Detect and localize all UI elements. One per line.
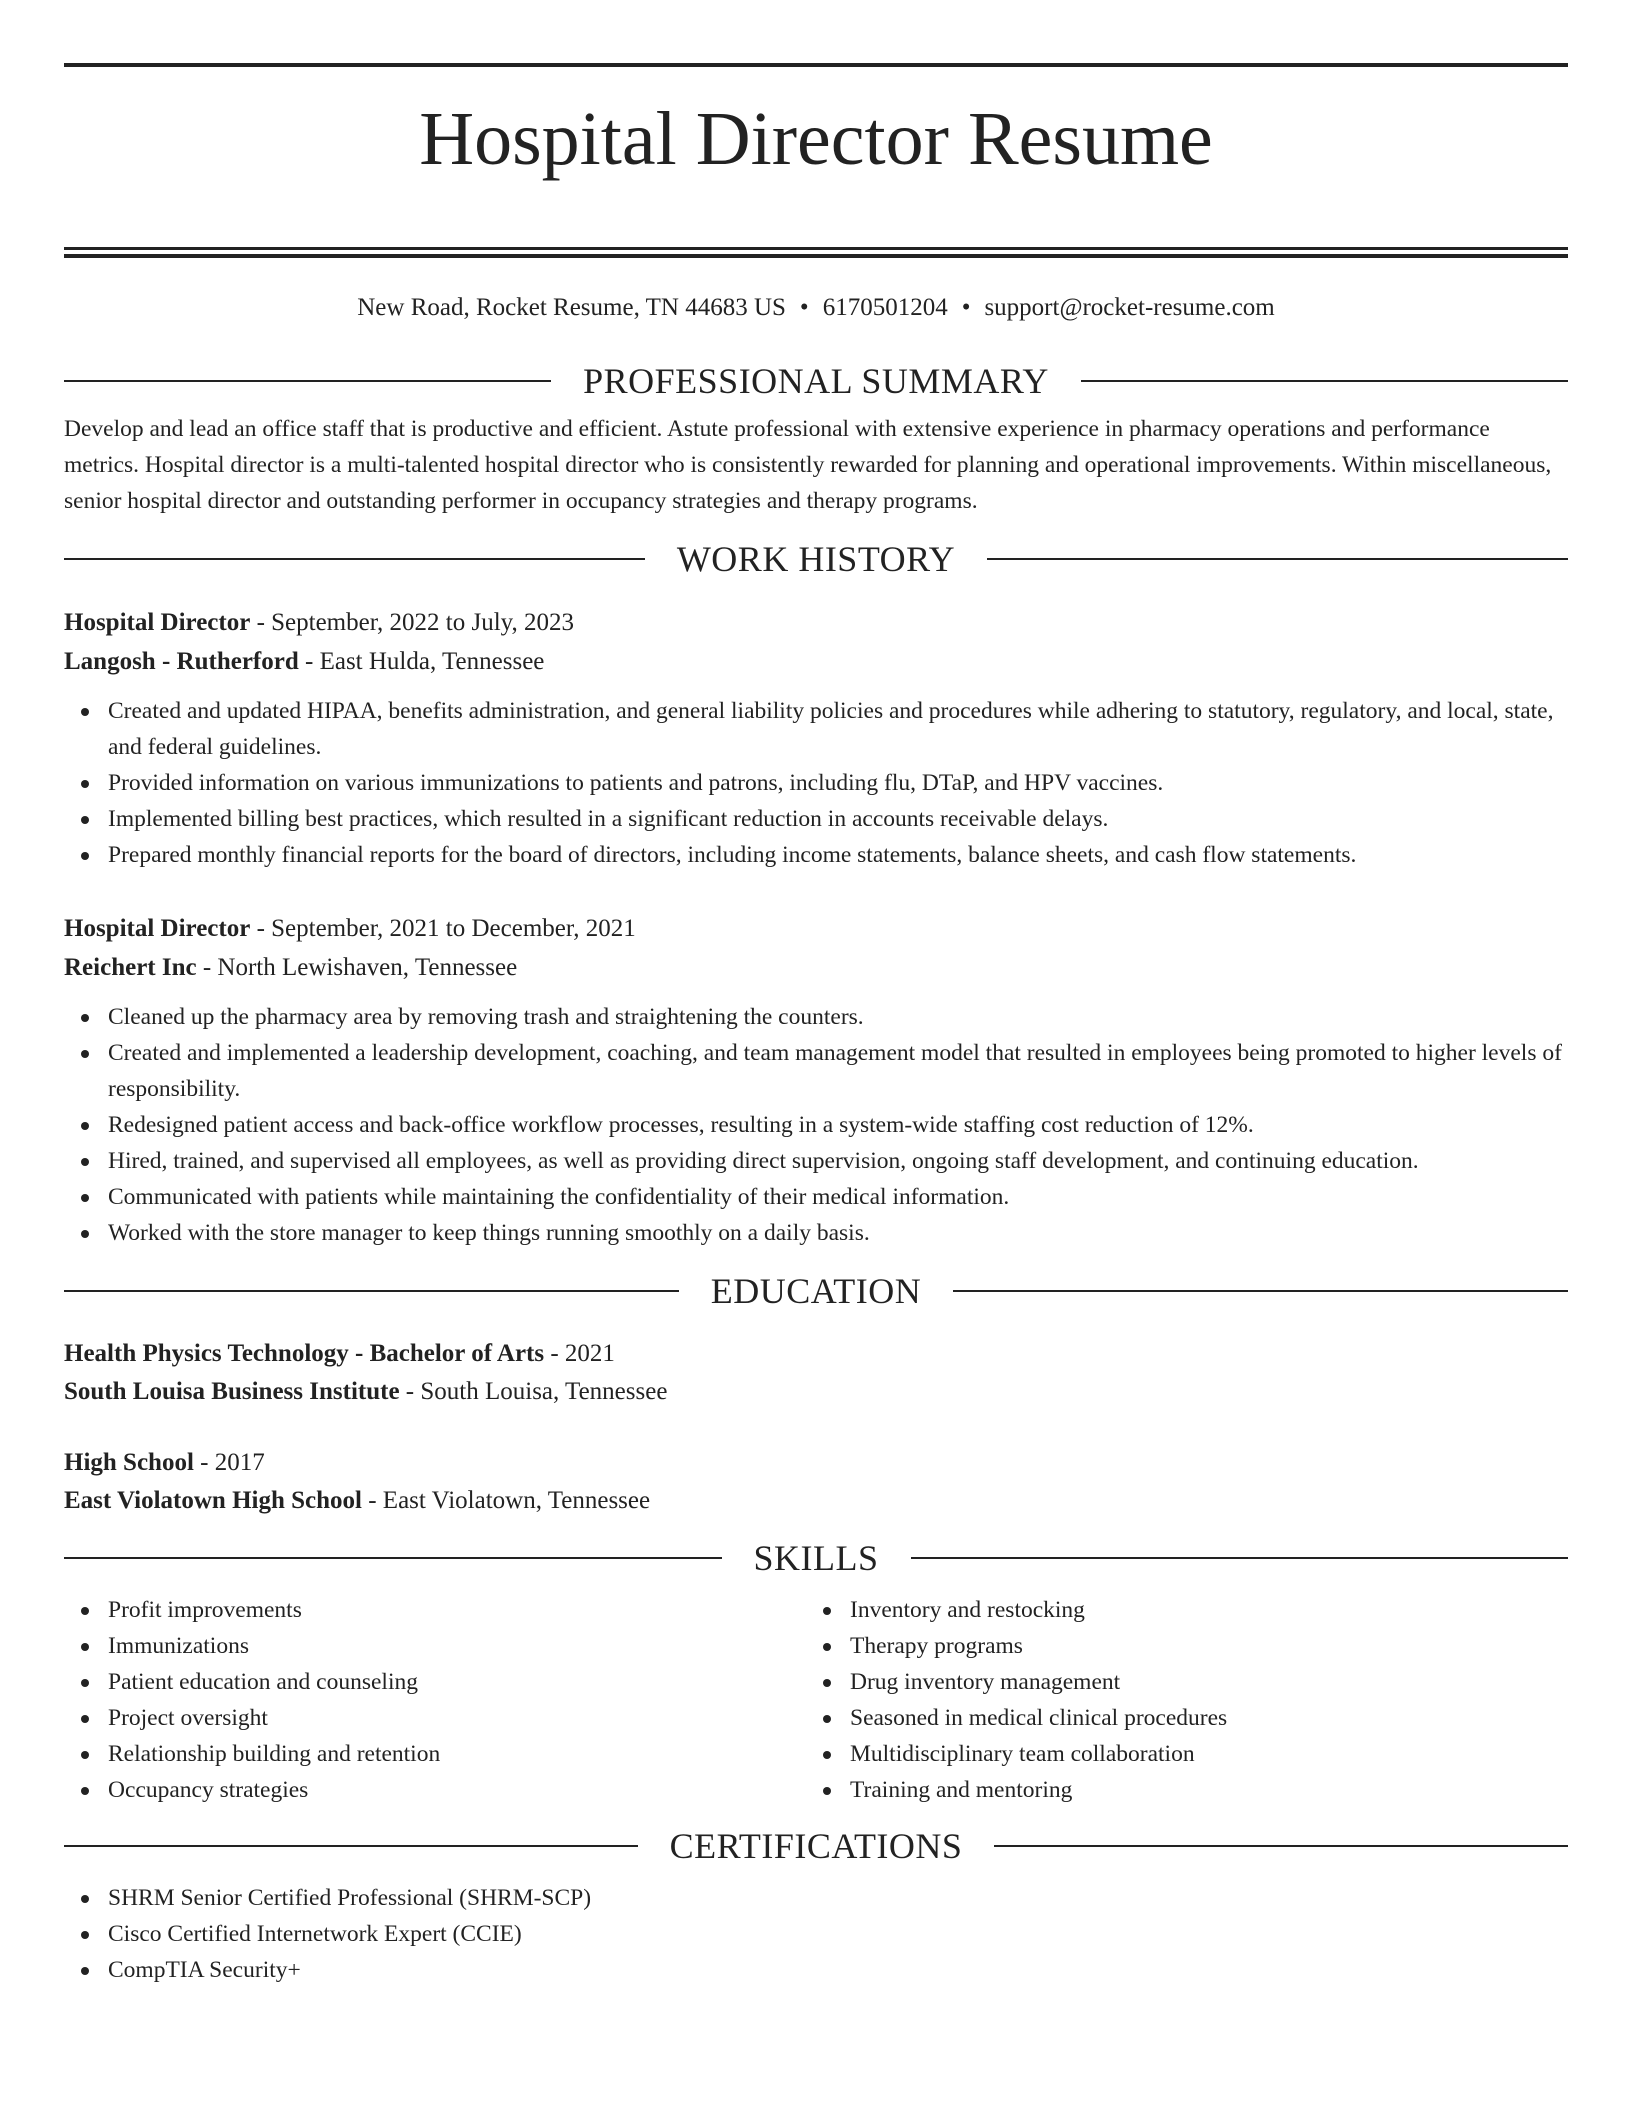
contact-phone: 6170501204: [822, 294, 948, 321]
job-location: - East Hulda, Tennessee: [298, 648, 545, 675]
job-bullet: Created and implemented a leadership development, coaching, and team management model that resulted in employees being promoted to higher levels of responsibility.: [64, 1035, 1568, 1107]
skill-item: Training and mentoring: [806, 1772, 1548, 1808]
job-title-line: [64, 909, 1568, 948]
section-header-certifications: [64, 1824, 1568, 1868]
section-rule-right: [994, 1845, 1568, 1847]
section-header-education: [64, 1269, 1568, 1313]
job-entry: [64, 603, 1568, 873]
education-school: East Violatown High School: [64, 1487, 362, 1514]
job-bullet: Implemented billing best practices, which resulted in a significant reduction in accounts receivable delays.: [64, 801, 1568, 837]
skill-item: Profit improvements: [64, 1592, 806, 1628]
section-header-work: [64, 537, 1568, 581]
contact-email[interactable]: support@rocket-resume.com: [984, 294, 1275, 321]
education-school-line: [64, 1373, 1568, 1411]
skill-item: Relationship building and retention: [64, 1736, 806, 1772]
job-bullet: Redesigned patient access and back-office workflow processes, resulting in a system-wide staffing cost reduction of 12%.: [64, 1107, 1568, 1143]
section-rule-right: [1081, 380, 1568, 382]
section-title-certifications: CERTIFICATIONS: [669, 1826, 963, 1866]
job-employer-line: [64, 948, 1568, 987]
section-header-skills: [64, 1536, 1568, 1580]
skill-item: Drug inventory management: [806, 1664, 1548, 1700]
job-title: Hospital Director: [64, 609, 251, 636]
job-bullets: [64, 999, 1568, 1251]
skill-item: Therapy programs: [806, 1628, 1548, 1664]
job-bullet: Provided information on various immunizations to patients and patrons, including flu, DTaP, and HPV vaccines.: [64, 765, 1568, 801]
job-location: - North Lewishaven, Tennessee: [196, 954, 518, 981]
section-rule-right: [953, 1290, 1568, 1292]
job-bullet: Communicated with patients while maintaining the confidentiality of their medical information.: [64, 1179, 1568, 1215]
job-bullet: Prepared monthly financial reports for the board of directors, including income statements, balance sheets, and cash flow statements.: [64, 837, 1568, 873]
education-degree: High School: [64, 1449, 194, 1476]
job-bullet: Cleaned up the pharmacy area by removing trash and straightening the counters.: [64, 999, 1568, 1035]
skill-item: Occupancy strategies: [64, 1772, 806, 1808]
summary-text: Develop and lead an office staff that is productive and efficient. Astute professional with extensive experience in pharmacy operations and performance metrics. Hospital director is a multi-talented hospital director who is consistently rewarded for planning and operational improvements. Within miscellaneous, senior hospital director and outstanding performer in occupancy strategies and therapy programs.: [64, 416, 1552, 514]
section-title-summary: PROFESSIONAL SUMMARY: [583, 361, 1049, 401]
education-entry: [64, 1444, 1568, 1520]
section-rule-left: [64, 558, 645, 560]
top-rule: [64, 63, 1568, 67]
job-employer: Reichert Inc: [64, 954, 197, 981]
education-year: - 2021: [544, 1340, 615, 1367]
job-bullet: Created and updated HIPAA, benefits administration, and general liability policies and procedures while adhering to statutory, regulatory, and local, state, and federal guidelines.: [64, 693, 1568, 765]
section-title-education: EDUCATION: [710, 1271, 922, 1311]
education-school-line: [64, 1482, 1568, 1520]
skill-item: Patient education and counseling: [64, 1664, 806, 1700]
section-rule-right: [987, 558, 1568, 560]
job-entry: [64, 909, 1568, 1251]
section-rule-left: [64, 1290, 679, 1292]
section-rule-left: [64, 380, 551, 382]
job-title-line: [64, 603, 1568, 642]
contact-address: New Road, Rocket Resume, TN 44683 US: [357, 294, 786, 321]
skills-list-right: [806, 1592, 1548, 1808]
skill-item: Immunizations: [64, 1628, 806, 1664]
skill-item: Seasoned in medical clinical procedures: [806, 1700, 1548, 1736]
section-title-skills: SKILLS: [753, 1538, 879, 1578]
education-location: - South Louisa, Tennessee: [399, 1378, 668, 1405]
title-double-rule: [64, 247, 1568, 258]
section-rule-right: [911, 1557, 1569, 1559]
certification-item: CompTIA Security+: [64, 1952, 1568, 1988]
section-rule-left: [64, 1845, 638, 1847]
skills-columns: [64, 1592, 1568, 1808]
section-header-summary: [64, 359, 1568, 403]
certification-item: Cisco Certified Internetwork Expert (CCIE): [64, 1916, 1568, 1952]
job-bullet: Worked with the store manager to keep things running smoothly on a daily basis.: [64, 1215, 1568, 1251]
job-employer: Langosh - Rutherford: [64, 648, 299, 675]
job-bullet: Hired, trained, and supervised all employees, as well as providing direct supervision, ongoing staff development, and continuing education.: [64, 1143, 1568, 1179]
contact-separator: •: [961, 294, 971, 321]
job-title: Hospital Director: [64, 915, 251, 942]
education-degree-line: [64, 1335, 1568, 1373]
skills-list-left: [64, 1592, 806, 1808]
education-location: - East Violatown, Tennessee: [361, 1487, 651, 1514]
resume-title: Hospital Director Resume: [419, 97, 1213, 181]
job-dates: - September, 2022 to July, 2023: [250, 609, 575, 636]
contact-line: [64, 293, 1568, 323]
skill-item: Project oversight: [64, 1700, 806, 1736]
education-year: - 2017: [193, 1449, 265, 1476]
certifications-list: [64, 1880, 1568, 1988]
job-bullets: [64, 693, 1568, 873]
section-title-work: WORK HISTORY: [676, 539, 956, 579]
education-school: South Louisa Business Institute: [64, 1378, 400, 1405]
education-degree-line: [64, 1444, 1568, 1482]
job-employer-line: [64, 642, 1568, 681]
skill-item: Inventory and restocking: [806, 1592, 1548, 1628]
education-entry: [64, 1335, 1568, 1411]
education-degree: Health Physics Technology - Bachelor of Arts: [64, 1340, 545, 1367]
skill-item: Multidisciplinary team collaboration: [806, 1736, 1548, 1772]
certification-item: SHRM Senior Certified Professional (SHRM-SCP): [64, 1880, 1568, 1916]
contact-separator: •: [799, 294, 809, 321]
section-rule-left: [64, 1557, 722, 1559]
job-dates: - September, 2021 to December, 2021: [250, 915, 636, 942]
